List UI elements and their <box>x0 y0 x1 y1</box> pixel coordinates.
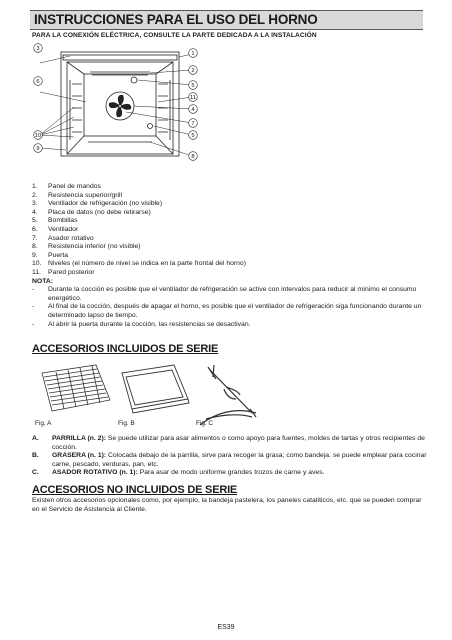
callout-3: 3 <box>36 46 40 52</box>
nota-label: NOTA: <box>32 277 54 285</box>
not-included-text: Existen otros accesorios opcionales como, por ejemplo, la bandeja pastelera, los paneles catalíticos, etc. que se pueden comprar en el Servicio de Asistencia al Cliente. <box>32 497 422 513</box>
page-subtitle: PARA LA CONEXIÓN ELÉCTRICA, CONSULTE LA PARTE DEDICADA A LA INSTALACIÓN <box>32 32 317 39</box>
list-item: 9. Puerta <box>32 251 69 259</box>
list-item: 6. Ventilador <box>32 225 79 233</box>
rotisserie-image <box>200 365 256 425</box>
parts-list <box>32 183 427 329</box>
fig-c-label: Fig. C <box>196 420 214 427</box>
callout-4: 4 <box>191 107 195 113</box>
rack-image <box>42 365 110 411</box>
list-item: 5. Bombillas <box>32 217 78 225</box>
not-included-heading: ACCESORIOS NO INCLUIDOS DE SERIE <box>32 484 238 496</box>
list-item: 4. Placa de datos (no debe retirarse) <box>32 208 151 216</box>
callout-8: 8 <box>191 154 195 160</box>
list-item: 7. Asador rotativo <box>32 234 94 242</box>
title-bar <box>30 10 423 30</box>
list-item: C. ASADOR ROTATIVO (n. 1): Para asar de modo uniforme grandes trozos de carne y aves. <box>32 469 325 477</box>
fig-b-label: Fig. B <box>118 420 135 427</box>
list-item: 2. Resistencia superior/grill <box>32 191 123 199</box>
list-item: A. PARRILLA (n. 2): Se puede utilizar para asar alimentos o como apoyo para fuentes, moldes de tartas y otros recipientes de cocción. <box>32 435 425 451</box>
tray-image <box>122 365 189 413</box>
list-item: 1. Panel de mandos <box>32 183 101 190</box>
nota-item: - Al abrir la puerta durante la cocción, las resistencias se desactivan. <box>32 320 251 328</box>
list-item: 8. Resistencia inferior (no visible) <box>32 243 141 251</box>
callout-9: 9 <box>36 146 40 152</box>
callout-2: 2 <box>191 68 195 74</box>
oven-diagram <box>30 42 320 182</box>
page-number: ES39 <box>217 624 235 631</box>
callout-7: 7 <box>191 121 195 127</box>
included-list <box>32 435 427 478</box>
list-item: 11. Pared posterior <box>32 268 95 276</box>
list-item: 3. Ventilador de refrigeración (no visible) <box>32 200 163 208</box>
fig-a-label: Fig. A <box>35 420 52 427</box>
list-item: B. GRASERA (n. 1): Colocada debajo de la parrilla, sirve para recoger la grasa; como bandeja, se puede emplear para cocinar carne, pescado, verduras, pan, etc. <box>32 452 427 468</box>
callout-6: 6 <box>36 79 40 85</box>
accessories-figures <box>30 355 270 430</box>
callout-5b: 5 <box>191 133 195 139</box>
callout-5a: 5 <box>191 83 195 89</box>
list-item: 10. Niveles (el número de nivel se indica en la parte frontal del horno) <box>32 260 246 268</box>
nota-item: - Durante la cocción es posible que el ventilador de refrigeración se active con intervalos para reducir al mínimo el consumo energético. <box>32 286 417 302</box>
callout-10: 10 <box>34 133 42 139</box>
callout-1: 1 <box>191 51 195 57</box>
included-heading: ACCESORIOS INCLUIDOS DE SERIE <box>32 343 219 355</box>
nota-item: - Al final de la cocción, después de apagar el horno, es posible que el ventilador de refrigeración siga funcionando durante un determinado lapso de tiempo. <box>32 303 422 319</box>
callout-11: 11 <box>189 95 197 101</box>
page-title: INSTRUCCIONES PARA EL USO DEL HORNO <box>34 12 318 27</box>
